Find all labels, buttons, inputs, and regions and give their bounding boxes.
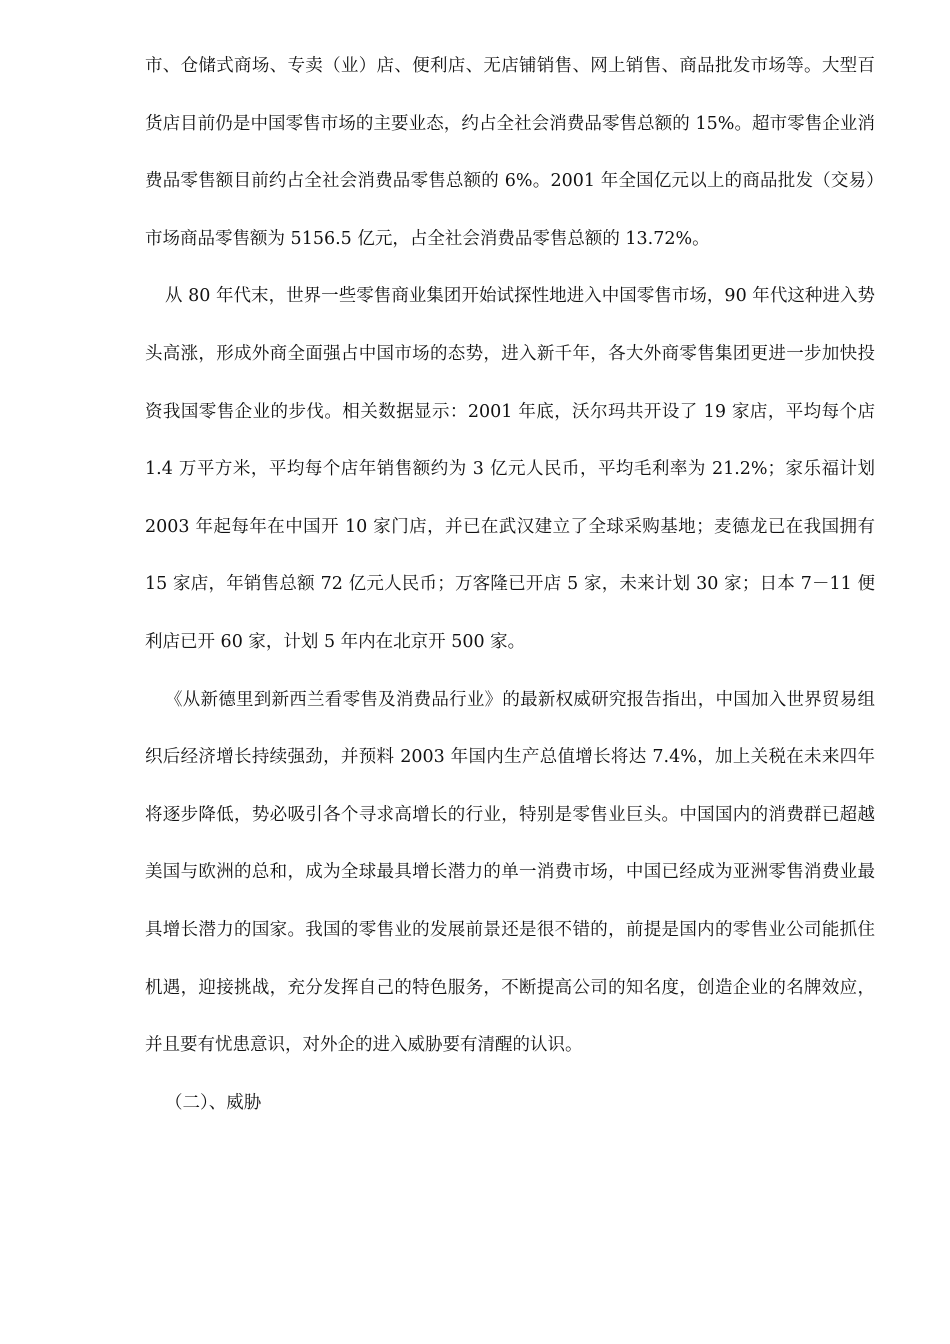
paragraph-retail-formats: 市、仓储式商场、专卖（业）店、便利店、无店铺销售、网上销售、商品批发市场等。大型百货店目前仍是中国零售市场的主要业态，约占全社会消费品零售总额的 15%。超市零售企业消费品零售额目前约占全社会消费品零售总额的 6%。2001 年全国亿元以上的商品批发（交易）市场商品零售额为 5156.5 亿元，占全社会消费品零售总额的 13.72%。 bbox=[145, 56, 875, 249]
paragraph-foreign-retailers: 从 80 年代末，世界一些零售商业集团开始试探性地进入中国零售市场，90 年代这种进入势头高涨，形成外商全面强占中国市场的态势，进入新千年，各大外商零售集团更进一步加快投资我国零售企业的步伐。相关数据显示：2001 年底，沃尔玛共开设了 19 家店，平均每个店 1.4 万平方米，平均每个店年销售额约为 3 亿元人民币，平均毛利率为 21.2%；家乐福计划 2003 年起每年在中国开 10 家门店，并已在武汉建立了全球采购基地；麦德龙已在我国拥有 15 家店，年销售总额 72 亿元人民币；万客隆已开店 5 家，未来计划 30 家；日本 7－11 便利店已开 60 家，计划 5 年内在北京开 500 家。 bbox=[145, 286, 875, 652]
paragraph-market-outlook: 《从新德里到新西兰看零售及消费品行业》的最新权威研究报告指出，中国加入世界贸易组织后经济增长持续强劲，并预料 2003 年国内生产总值增长将达 7.4%，加上关税在未来四年将逐步降低，势必吸引各个寻求高增长的行业，特别是零售业巨头。中国国内的消费群已超越美国与欧洲的总和，成为全球最具增长潜力的单一消费市场，中国已经成为亚洲零售消费业最具增长潜力的国家。我国的零售业的发展前景还是很不错的，前提是国内的零售业公司能抓住机遇，迎接挑战，充分发挥自己的特色服务，不断提高公司的知名度，创造企业的名牌效应，并且要有忧患意识，对外企的进入威胁要有清醒的认识。 bbox=[145, 689, 875, 1056]
document-page bbox=[145, 38, 875, 1132]
section-heading-threats: （二）、威胁 bbox=[165, 1092, 262, 1113]
